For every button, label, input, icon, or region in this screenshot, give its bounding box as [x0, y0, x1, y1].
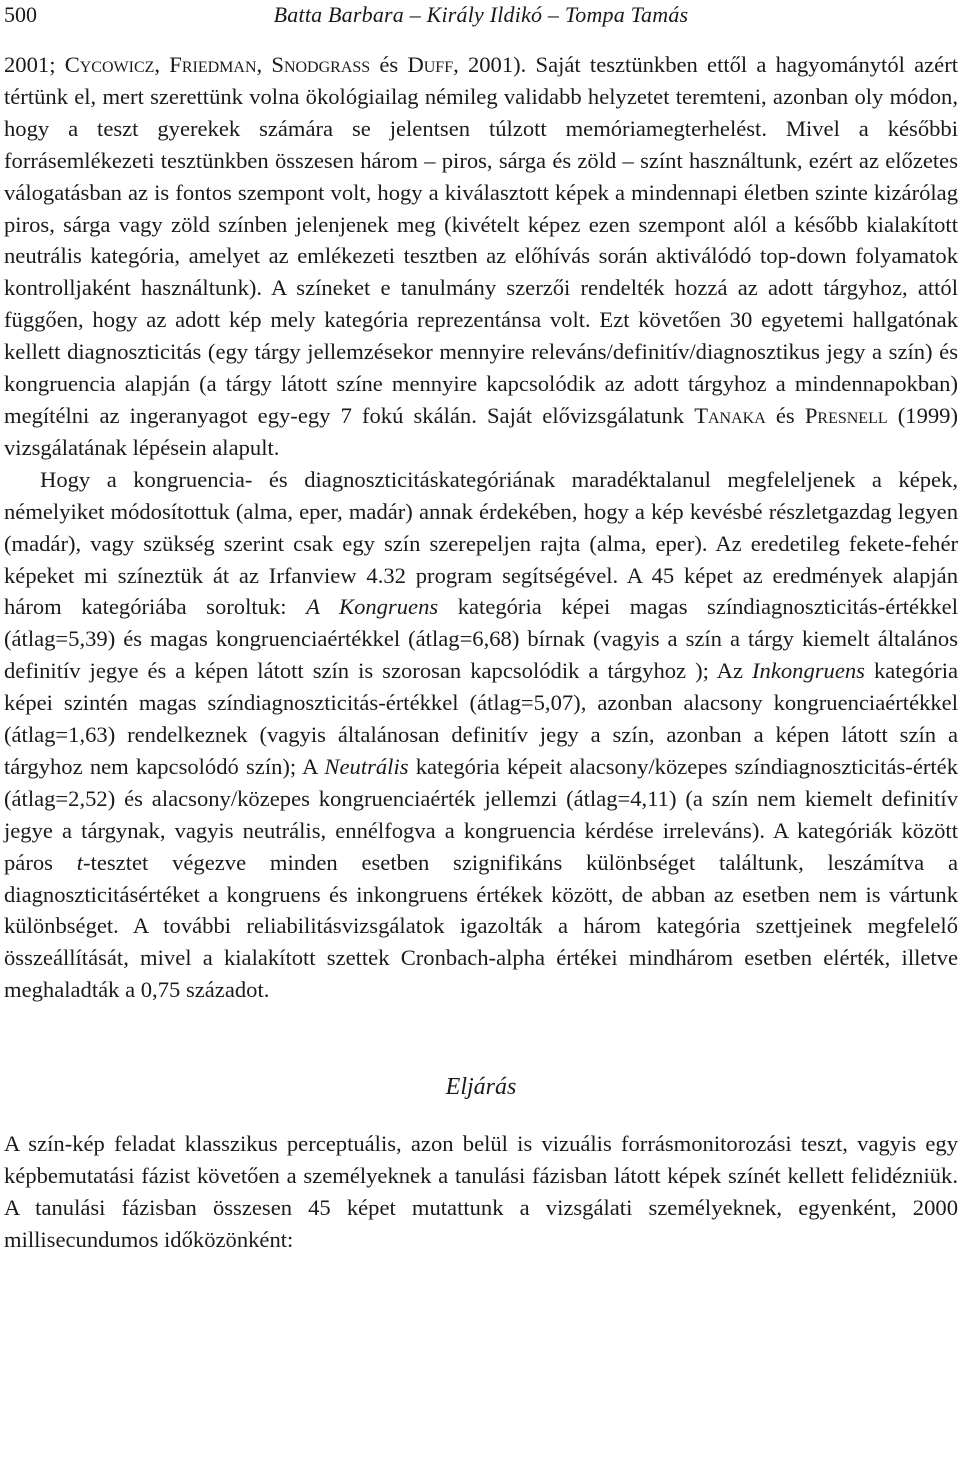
text-run: Hogy a kongruencia- és diagnoszticitáskategóriának maradéktalanul megfeleljenek a képek, némelyiket módosítottuk (alma, eper, madár) annak érdekében, hogy a kép kevésbé részletgazdag legyen (madár), vagy szükség szerint csak egy szín szerepeljen rajta (alma, eper). Az eredetileg fekete-fehér képeket mi színeztük át az Irfanview 4.32 program segítségével. A 45 képet az eredmények alapján három kategóriába soroltuk:: [4, 466, 958, 620]
page-number: 500: [4, 2, 37, 27]
text-run: (1999) vizsgálatának lépésein alapult.: [4, 402, 958, 460]
book-page: [4, 0, 958, 1256]
author-snodgrass: Snodgrass: [271, 52, 371, 77]
author-tanaka: Tanaka: [694, 402, 766, 428]
author-duff: Duff: [407, 52, 454, 77]
text-run: , 2001). Saját tesztünkben ettől a hagyománytól azért tértünk el, mert szerettünk volna ökológiailag némileg validabb helyzetet teremteni, azonban oly módon, hogy a teszt gyerekek számára se jelentsen túlzott memóriamegterhelést. Mivel a későbbi forrásemlékezeti tesztünkben összesen három – piros, sárga és zöld – színt használtunk, ezért az előzetes válogatásban az is fontos szempont volt, hogy a kiválasztott képek a mindennapi életben szinte kizárólag piros, sárga vagy zöld színben jelenjenek meg (kivételt képez ezen szempont alól a később kialakított neutrális kategória, amelyet az emlékezeti tesztben az előhívás során aktiválódó top-down folyamatok kontrolljaként használtunk). A színeket e tanulmány szerzői rendelték hozzá az adott tárgyhoz, attól függően, hogy az adott kép mely kategória reprezentánsa volt. Ezt követően 30 egyetemi hallgatónak kellett diagnoszticitás (egy tárgy jellemzésekor mennyire releváns/definitív/diagnosztikus jegy a szín) és kongruencia alapján (a tárgy látott színe mennyire kapcsolódik az adott tárgyhoz a mindennapokban) megítélni az ingeranyagot egy-egy 7 fokú skálán. Saját elővizsgálatunk: [4, 52, 959, 428]
running-title: Batta Barbara – Király Ildikó – Tompa Tamás: [273, 2, 689, 27]
author-presnell: Presnell: [804, 402, 888, 428]
paragraph-categories: [4, 464, 958, 1006]
section-heading-eljaras: Eljárás: [445, 1074, 517, 1101]
text-run: -tesztet végezve minden esetben szignifikáns különbséget találtunk, leszámítva a diagnoszticitásértéket a kongruens és inkongruens értékek között, de abban az esetben nem is vártunk különbséget. A további reliabilitásvizsgálatok igazolták a három kategória szettjeinek megfelelő összeállítását, mivel a kialakított szettek Cronbach-alpha értékei mindhárom esetben elérték, illetve meghaladták a 0,75 századot.: [4, 849, 959, 1003]
text-run: és: [765, 402, 805, 428]
text-run: 2001;: [4, 52, 65, 77]
paragraph-materials-continued: [4, 49, 958, 464]
text-run: ,: [154, 52, 170, 77]
term-inkongruens: Inkongruens: [752, 658, 865, 684]
paragraph-procedure: A szín-kép feladat klasszikus perceptuális, azon belül is vizuális forrásmonitorozási teszt, vagyis egy képbemutatási fázist követően a személyeknek a tanulási fázisban látott képek színét kellett felidézniük. A tanulási fázisban összesen 45 képet mutattunk a vizsgálati személyeknek, egyenként, 2000 millisecundumos időközönként:: [4, 1131, 958, 1252]
text-run: és: [370, 52, 408, 77]
author-friedman: Friedman: [169, 52, 257, 77]
term-neutralis: Neutrális: [324, 753, 409, 779]
text-run: kategória képeit alacsony/közepes színdiagnoszticitás-érték (átlag=2,52) és alacsony/közepes kongruenciaérték jellemzi (átlag=4,11) (a szín nem kiemelt definitív jegye a tárgynak, vagyis neutrális, ennélfogva a kongruencia kérdése irreleváns). A kategóriák között páros: [4, 753, 958, 875]
term-kongruens: A Kongruens: [306, 594, 439, 620]
text-run: kategória képei magas színdiagnoszticitás-értékkel (átlag=5,39) és magas kongruenciaértékkel (átlag=6,68) bírnak (vagyis a szín a tárgy kiemelt általános definitív jegye és a képen látott szín is szorosan kapcsolódik a tárgyhoz ); Az: [4, 594, 958, 684]
running-header: [4, 0, 958, 34]
text-run: kategória képei szintén magas színdiagnoszticitás-értékkel (átlag=5,07), azonban alacsony kongruenciaértékkel (átlag=1,63) rendelkeznek (vagyis általánosan definitív jegy a szín, azonban a képen látott szín a tárgyhoz nem kapcsolódó szín); A: [4, 658, 959, 779]
author-cycowicz: Cycowicz: [64, 52, 155, 77]
text-run: ,: [256, 52, 272, 77]
term-t-test: t: [76, 849, 84, 875]
